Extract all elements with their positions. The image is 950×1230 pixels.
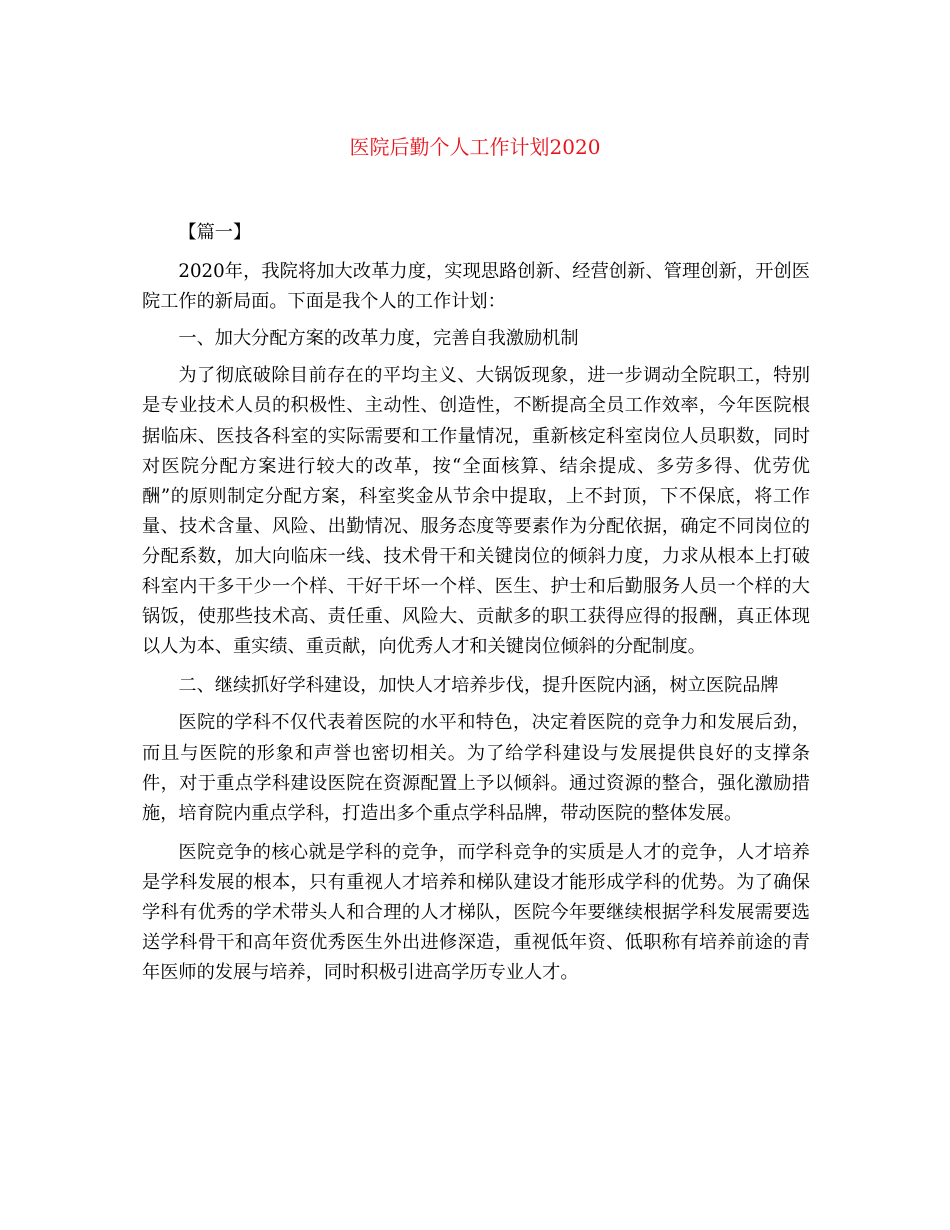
- intro-paragraph: 2020年，我院将加大改革力度，实现思路创新、经营创新、管理创新，开创医院工作的新局面。下面是我个人的工作计划：: [142, 261, 810, 313]
- body-paragraph-3: 医院竞争的核心就是学科的竞争，而学科竞争的实质是人才的竞争，人才培养是学科发展的根本，只有重视人才培养和梯队建设才能形成学科的优势。为了确保学科有优秀的学术带头人和合理的人才梯队，医院今年要继续根据学科发展需要选送学科骨干和高年资优秀医生外出进修深造，重视低年资、低职称有培养前途的青年医师的发展与培养，同时积极引进高学历专业人才。: [142, 841, 810, 984]
- body-paragraph-1: 为了彻底破除目前存在的平均主义、大锅饭现象，进一步调动全院职工，特别是专业技术人员的积极性、主动性、创造性，不断提高全员工作效率，今年医院根据临床、医技各科室的实际需要和工作量情况，重新核定科室岗位人员职数，同时对医院分配方案进行较大的改革，按“全面核算、结余提成、多劳多得、优劳优酬”的原则制定分配方案，科室奖金从节余中提取，上不封顶，下不保底，将工作量、技术含量、风险、出勤情况、服务态度等要素作为分配依据，确定不同岗位的分配系数，加大向临床一线、技术骨干和关键岗位的倾斜力度，力求从根本上打破科室内干多干少一个样、干好干坏一个样、医生、护士和后勤服务人员一个样的大锅饭，使那些技术高、责任重、风险大、贡献多的职工获得应得的报酬，真正体现以人为本、重实绩、重贡献，向优秀人才和关键岗位倾斜的分配制度。: [142, 365, 810, 658]
- section-label: 【篇一】: [178, 222, 252, 243]
- section-heading-1: 一、加大分配方案的改革力度，完善自我激励机制: [178, 328, 579, 350]
- section-heading-2: 二、继续抓好学科建设，加快人才培养步伐，提升医院内涵，树立医院品牌: [178, 675, 779, 697]
- document-title: 医院后勤个人工作计划2020: [349, 135, 601, 159]
- document-body: [142, 218, 810, 995]
- body-paragraph-2: 医院的学科不仅代表着医院的水平和特色，决定着医院的竞争力和发展后劲，而且与医院的形象和声誉也密切相关。为了给学科建设与发展提供良好的支撑条件，对于重点学科建设医院在资源配置上予以倾斜。通过资源的整合，强化激励措施，培育院内重点学科，打造出多个重点学科品牌，带动医院的整体发展。: [142, 712, 810, 824]
